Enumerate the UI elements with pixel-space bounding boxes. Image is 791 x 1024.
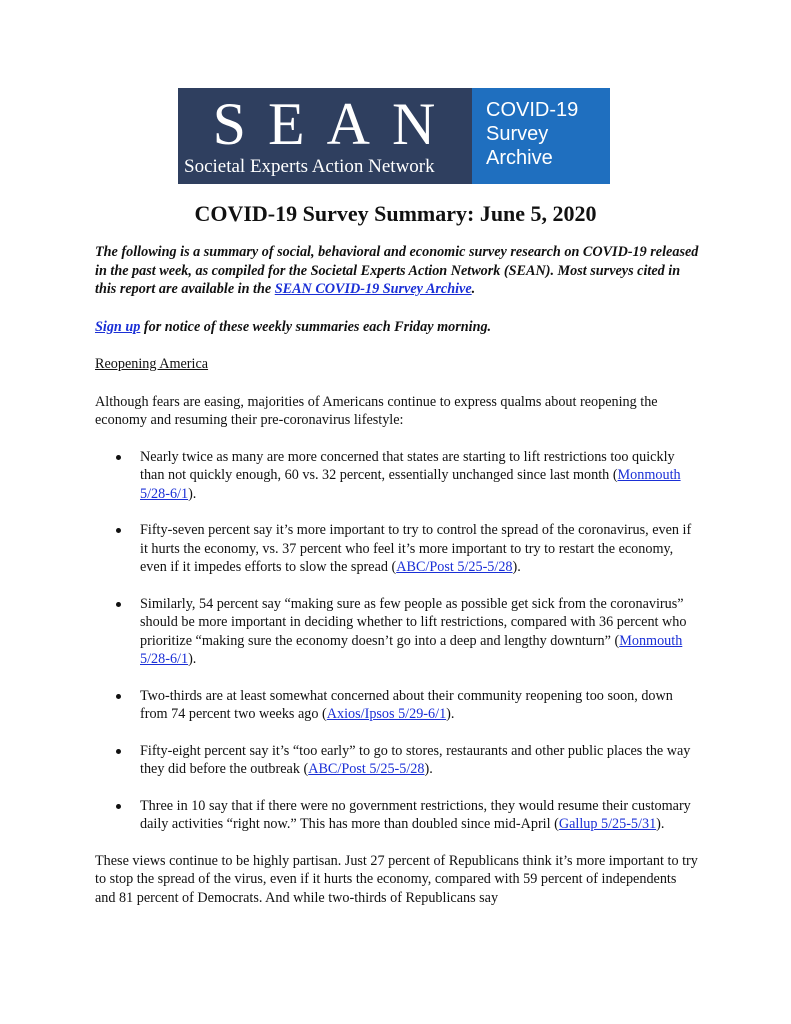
- source-link[interactable]: Gallup 5/25-5/31: [558, 816, 657, 832]
- source-link[interactable]: Monmouth 5/28-6/1: [140, 632, 683, 667]
- source-link[interactable]: ABC/Post 5/25-5/28: [308, 761, 425, 777]
- list-item: [95, 521, 700, 577]
- bullet-text-end: ).: [188, 485, 197, 502]
- bullet-icon: [116, 528, 121, 533]
- bullet-text: Two-thirds are at least somewhat concerned about their community reopening too soon, down from 74 percent two weeks ago (: [140, 687, 673, 722]
- bullet-icon: [116, 804, 121, 809]
- intro-text-end: .: [471, 281, 476, 297]
- bullet-text-end: ).: [424, 761, 433, 777]
- logo-letters: SEAN: [212, 91, 458, 157]
- archive-link[interactable]: SEAN COVID-19 Survey Archive: [274, 281, 472, 297]
- list-item: [95, 742, 700, 779]
- source-link[interactable]: ABC/Post 5/25-5/28: [396, 559, 513, 575]
- bullet-icon: [116, 749, 121, 754]
- bullet-text-end: ).: [656, 816, 665, 832]
- signup-text: for notice of these weekly summaries each Friday morning.: [140, 318, 492, 335]
- document-body: [95, 243, 700, 907]
- bullet-text-end: ).: [446, 706, 455, 722]
- source-link[interactable]: Axios/Ipsos 5/29-6/1: [326, 706, 447, 722]
- archive-line-2: Survey: [486, 123, 549, 145]
- bullet-text: Similarly, 54 percent say “making sure as few people as possible get sick from the coronavirus” should be more important in deciding whether to lift restrictions, compared with 36 percent who prioritize “making sure the economy doesn’t go into a deep and lengthy downturn” (: [140, 595, 687, 649]
- signup-paragraph: [95, 318, 700, 337]
- logo-subtitle: Societal Experts Action Network: [184, 156, 435, 177]
- intro-text: The following is a summary of social, behavioral and economic survey research on COVID-19 released in the past week, as compiled for the Societal Experts Action Network (SEAN). Most surveys cited in this report are available in the: [95, 244, 699, 297]
- list-item: [95, 448, 700, 504]
- bullet-text: Nearly twice as many are more concerned that states are starting to lift restrictions too quickly than not quickly enough, 60 vs. 32 percent, essentially unchanged since last month (: [140, 448, 675, 483]
- closing-paragraph: These views continue to be highly partisan. Just 27 percent of Republicans think it’s more important to try to stop the spread of the virus, even if it hurts the economy, compared with 59 percent of independents and 81 percent of Democrats. And while two-thirds of Republicans say: [95, 852, 698, 906]
- lead-paragraph: Although fears are easing, majorities of Americans continue to express qualms about reopening the economy and resuming their pre-coronavirus lifestyle:: [95, 393, 658, 428]
- bullet-list: [95, 448, 700, 834]
- sean-banner: [178, 88, 610, 184]
- bullet-text: Three in 10 say that if there were no government restrictions, they would resume their customary daily activities “right now.” This has more than doubled since mid-April (: [140, 797, 691, 832]
- bullet-icon: [116, 602, 121, 607]
- bullet-icon: [116, 455, 121, 460]
- archive-label: [472, 88, 610, 184]
- sean-logo: [178, 88, 472, 184]
- archive-line-1: COVID-19: [486, 99, 579, 121]
- intro-paragraph: [95, 243, 700, 299]
- page-title: COVID-19 Survey Summary: June 5, 2020: [194, 201, 597, 226]
- signup-link[interactable]: Sign up: [95, 318, 141, 335]
- bullet-icon: [116, 694, 121, 699]
- archive-line-3: Archive: [486, 147, 553, 169]
- list-item: [95, 687, 700, 724]
- list-item: [95, 595, 700, 669]
- list-item: [95, 797, 700, 834]
- bullet-text: Fifty-eight percent say it’s “too early” to go to stores, restaurants and other public places the way they did before the outbreak (: [140, 742, 691, 777]
- bullet-text: Fifty-seven percent say it’s more important to try to control the spread of the coronavirus, even if it hurts the economy, vs. 37 percent who feel it’s more important to try to restart the economy, even if it impedes efforts to slow the spread (: [140, 522, 692, 575]
- bullet-text-end: ).: [188, 651, 197, 667]
- source-link[interactable]: Monmouth 5/28-6/1: [140, 467, 681, 502]
- section-heading: Reopening America: [95, 356, 209, 372]
- bullet-text-end: ).: [512, 559, 521, 575]
